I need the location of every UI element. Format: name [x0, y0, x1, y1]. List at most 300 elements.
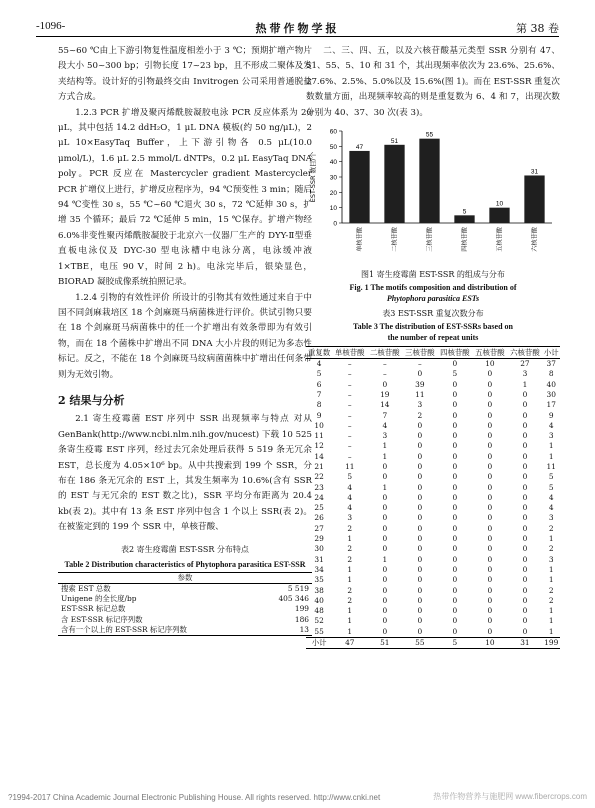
table3-cell: 0: [487, 564, 493, 574]
table3-cell: 1: [347, 616, 353, 626]
bar-1: [349, 151, 369, 223]
table3-cell: 0: [382, 513, 388, 523]
table3-cell: 2: [347, 595, 353, 605]
table3-row: [306, 411, 560, 421]
table3-cell: 0: [487, 410, 493, 420]
table3-cell: 0: [417, 554, 423, 564]
table3-row: [306, 544, 560, 554]
table3-cell: 1: [347, 564, 353, 574]
table3-cell: 0: [487, 554, 493, 564]
table3-cell: 0: [522, 400, 528, 410]
bar-3: [419, 139, 439, 223]
table3-cell: 31: [314, 554, 324, 564]
table3-cell: 0: [487, 595, 493, 605]
table3-row: [306, 616, 560, 626]
bar-4: [454, 215, 474, 223]
y-tick-label: 60: [329, 128, 337, 136]
table3-cell: 22: [314, 472, 324, 482]
table3-cell: 3: [548, 431, 554, 441]
table3-cell: 4: [382, 420, 388, 430]
table3-cell: 12: [314, 441, 324, 451]
table2-param: Unigene 的全长度/bp: [61, 594, 137, 604]
table3-row: [306, 627, 560, 638]
table3-cell: 8: [316, 400, 322, 410]
table3-cell: 0: [522, 575, 528, 585]
table3-cell: 0: [382, 472, 388, 482]
table3-cell: 1: [522, 379, 528, 389]
table3-cell: 0: [452, 482, 458, 492]
table3-cell: 0: [452, 564, 458, 574]
table3-cell: 0: [522, 441, 528, 451]
table3-cell: 5: [548, 472, 554, 482]
table3-cell: 0: [452, 534, 458, 544]
table3-cell: 0: [417, 564, 423, 574]
table2-param: 含有一个以上的 EST-SSR 标记序列数: [61, 625, 187, 635]
y-tick-label: 50: [329, 143, 337, 151]
table3-cell: 40: [546, 379, 556, 389]
table3-row: [306, 606, 560, 616]
table3-cell: 0: [382, 626, 388, 636]
table3-cell: 1: [548, 534, 554, 544]
table3-cell: 0: [417, 451, 423, 461]
table3-cell: 0: [452, 544, 458, 554]
table3-cell: 10: [485, 638, 495, 648]
table3-cell: 0: [452, 492, 458, 502]
table2-value: 5 519: [287, 583, 309, 593]
table3-cell: 0: [417, 534, 423, 544]
table3-cell: 3: [548, 554, 554, 564]
table3-row: [306, 441, 560, 451]
table3-cell: –: [347, 431, 352, 441]
x-tick-label: 二核苷酸: [391, 227, 399, 252]
table3-cell: 0: [487, 585, 493, 595]
table3-cell: 0: [452, 626, 458, 636]
table3-cell: 2: [548, 595, 554, 605]
table3-cell: 0: [452, 606, 458, 616]
figure1-caption-cn: 图1 寄生疫霉菌 EST-SSR 的组成与分布: [361, 270, 505, 280]
table3-cell: 27: [520, 359, 530, 369]
table3-cell: 0: [522, 410, 528, 420]
table3-cell: 0: [522, 534, 528, 544]
table3-cell: 0: [417, 503, 423, 513]
table3-cell: –: [347, 369, 352, 379]
table3-cell: 0: [487, 482, 493, 492]
table3-cell: 1: [382, 554, 388, 564]
table3-row: [306, 503, 560, 513]
table3-header-cell: 五核苷酸: [475, 348, 505, 358]
table3-cell: –: [347, 441, 352, 451]
table3-cell: 0: [452, 513, 458, 523]
watermark-text: 热带作物营养与施肥网 www.fibercrops.com: [433, 792, 587, 801]
table3-row: [306, 586, 560, 596]
table3-cell: 3: [548, 513, 554, 523]
table3-header-cell: 重复数: [308, 348, 331, 358]
table2-caption-cn: 表2 寄生疫霉菌 EST-SSR 分布特点: [121, 544, 249, 554]
y-axis-label: EST-SSR 数目/个: [309, 151, 317, 203]
bar-data-label: 10: [495, 200, 504, 208]
table3-cell: 31: [520, 638, 530, 648]
table3-cell: 1: [548, 564, 554, 574]
table3-cell: –: [347, 389, 352, 399]
table3-cell: 2: [347, 523, 353, 533]
table3-cell: 0: [452, 451, 458, 461]
table3-cell: 39: [415, 379, 425, 389]
table3-cell: 5: [347, 472, 353, 482]
paragraph-pcr: 1.2.3 PCR 扩增及聚丙烯酰胺凝胶电泳 PCR 反应体系为 20 μL，其中包括 14.2 ddH₂O，1 μL DNA 模板(约 50 ng/μL)，2 μL 10×EasyTaq Buffer，上下游引物各 0.5 μL(10.0 μmol/L)，1.6 μL 2.5 mmol/L dNTPs，0.2 μL EasyTaq DNA poly。PCR 反应在 Mastercycler gradient Mastercycler PCR 扩增仪上进行，扩增反应程序为，94 ℃预变性 3 min；随后 94 ℃变性 30 s，55 ℃~60 ℃退火 30 s，72 ℃延伸 30 s，扩增 35 个循环；最后 72 ℃延伸 5 min，15 ℃保存。扩增产物经 6.0%非变性聚丙烯酰胺凝胶于北京六一仪器厂生产的 DYY-Ⅱ型垂直板电泳仪及 DYC-30 型电泳槽中电泳分离，电泳缓冲液 1×TBE，电压 90 V，时间 2 h)。电泳完毕后，银染显色，BIORAD 凝胶成像系统拍照记录。: [58, 107, 312, 288]
table3-cell: 35: [314, 575, 324, 585]
table3-cell: –: [347, 451, 352, 461]
table3-cell: 0: [452, 523, 458, 533]
table2-value: 199: [294, 604, 309, 614]
table3-cell: –: [347, 400, 352, 410]
table3-cell: 1: [548, 606, 554, 616]
table3-cell: 38: [314, 585, 324, 595]
table3-cell: 25: [314, 503, 324, 513]
table3-cell: 0: [522, 564, 528, 574]
table3-cell: 5: [316, 369, 322, 379]
table3-cell: 0: [452, 359, 458, 369]
table2-row: [58, 625, 312, 636]
table3-row: [306, 638, 560, 649]
table3-cell: 34: [314, 564, 324, 574]
table3-cell: 0: [417, 606, 423, 616]
table3-cell: 51: [380, 638, 390, 648]
table3-cell: –: [347, 420, 352, 430]
figure1-caption-en-1: Fig. 1 The motifs composition and distribution of: [349, 283, 517, 293]
table3-cell: –: [347, 359, 352, 369]
table2-value: 13: [299, 625, 309, 635]
table3-cell: 5: [452, 369, 458, 379]
table3-cell: 0: [522, 451, 528, 461]
table3-cell: 26: [314, 513, 324, 523]
table3-cell: 0: [452, 595, 458, 605]
table3-cell: 0: [417, 626, 423, 636]
table3-cell: 0: [417, 492, 423, 502]
table3-cell: 0: [417, 441, 423, 451]
table2-value: 186: [294, 614, 309, 624]
table3-cell: 1: [548, 451, 554, 461]
table2-row: [58, 583, 312, 594]
table3-cell: 0: [522, 431, 528, 441]
table3-cell: –: [347, 379, 352, 389]
table3-cell: 14: [380, 400, 390, 410]
paragraph-ssr-frequency: 2.1 寄生疫霉菌 EST 序列中 SSR 出现频率与特点 对从 GenBank(http://www.ncbi.nlm.nih.gov/nucest) 下载 10 525 条寄生疫霉 EST 序列，经过去冗余处理后获得 5 519 条无冗余 EST，总长度为 4.05×10⁶ bp。从中共搜索到 199 个 SSR，分布在 186 条无冗余的 EST 上，其发生频率为 10.6%(含有 SSR 的 EST 与无冗余的 EST 数之比)，SSR 平均分布距离为 20.4 kb(表 2)。其中有 13 条 EST 序列中包含 1 个以上 SSR(表 2)。在被鉴定到的 199 个 SSR 中，单核苷酸、: [58, 414, 312, 533]
table3-cell: 2: [548, 585, 554, 595]
table3-cell: 2: [417, 410, 423, 420]
table3-cell: 4: [548, 503, 554, 513]
table3-cell: 0: [417, 544, 423, 554]
table3-cell: 0: [487, 379, 493, 389]
table3-cell: 2: [548, 544, 554, 554]
table3-cell: 0: [487, 616, 493, 626]
table3-cell: 0: [522, 606, 528, 616]
table2-header: 参数: [177, 572, 193, 582]
table3-cell: 0: [382, 523, 388, 533]
table3-cell: 1: [548, 441, 554, 451]
paragraph-primer-validity: 1.2.4 引物的有效性评价 所设计的引物其有效性通过来自于中国不同剑麻栽培区 18 个剑麻斑马病菌株进行评价。供试引物只要在 18 个剑麻斑马病菌株中的任一个扩增出有效条带即为有效引物，而在 18 个菌株中扩增出不同 DNA 大小片段的则记为多态性标记。反之，不能在 18 个剑麻斑马纹病菌菌株中扩增出任何条带则为无效引物。: [58, 292, 312, 380]
table2-row: [58, 615, 312, 625]
y-tick-label: 40: [329, 159, 337, 167]
table3-cell: 9: [548, 410, 554, 420]
table3-cell: 0: [452, 410, 458, 420]
table3-cell: 19: [380, 389, 390, 399]
table3-cell: 0: [487, 420, 493, 430]
table3-cell: 0: [417, 462, 423, 471]
table3-header-cell: 小计: [543, 348, 559, 358]
table3-cell: 4: [548, 420, 554, 430]
table3-cell: 0: [522, 523, 528, 533]
table3-row: [306, 421, 560, 431]
table3-caption-en-1: Table 3 The distribution of EST-SSRs based on: [353, 322, 513, 332]
table3-cell: 1: [548, 575, 554, 585]
table2-row: [58, 594, 312, 604]
table3-cell: 0: [522, 462, 528, 471]
paragraph-motif-types: 二、三、四、五，以及六核苷酸基元类型 SSR 分别有 47、51、55、5、10 和 31 个，其出现频率依次为 23.6%、25.6%、27.6%、2.5%、5.0%以及 15.6%(图 1)。而在 EST-SSR 重复次数数量方面，出现频率较高的则是重复数为 6、4 和 7，出现次数分别为 40、37、30 次(表 3)。: [306, 46, 560, 118]
table3-cell: 0: [522, 472, 528, 482]
table3-cell: 1: [347, 606, 353, 616]
table3-cell: 0: [417, 595, 423, 605]
table3: [306, 346, 560, 649]
table3-cell: 0: [417, 575, 423, 585]
table3-cell: 3: [347, 513, 353, 523]
table3-cell: 1: [382, 451, 388, 461]
table3-cell: 0: [382, 379, 388, 389]
table3-cell: 30: [546, 389, 556, 399]
x-tick-label: 六核苷酸: [531, 227, 539, 252]
table3-cell: 30: [314, 544, 324, 554]
table3-row: [306, 493, 560, 503]
table3-cell: 2: [347, 544, 353, 554]
table3-cell: 4: [347, 492, 353, 502]
table3-row: [306, 390, 560, 400]
table3-row: [306, 400, 560, 410]
figure1-caption-en-2: Phytophora parasitica ESTs: [386, 294, 480, 304]
table3-cell: 0: [487, 513, 493, 523]
table3-cell: 11: [415, 389, 425, 399]
table3-cell: 1: [382, 441, 388, 451]
table3-cell: 0: [452, 616, 458, 626]
table3-cell: 24: [314, 492, 324, 502]
table3-cell: 0: [487, 492, 493, 502]
table3-cell: 0: [487, 544, 493, 554]
table3-header-cell: 三核苷酸: [405, 348, 435, 358]
table3-cell: 0: [417, 513, 423, 523]
table3-cell: 小计: [311, 638, 327, 648]
table3-row: [306, 452, 560, 462]
table3-cell: 0: [417, 369, 423, 379]
table3-cell: –: [347, 410, 352, 420]
table3-cell: 55: [314, 626, 324, 636]
table3-cell: 0: [522, 420, 528, 430]
table3-cell: 1: [347, 626, 353, 636]
bar-data-label: 5: [462, 208, 467, 216]
table3-cell: 2: [548, 523, 554, 533]
table3-cell: 0: [452, 379, 458, 389]
table3-cell: 0: [487, 431, 493, 441]
table3-row: [306, 380, 560, 390]
table3-cell: 0: [382, 606, 388, 616]
table3-cell: 0: [522, 492, 528, 502]
table3-cell: 5: [452, 638, 458, 648]
table3-cell: 0: [382, 534, 388, 544]
right-column: [306, 44, 560, 649]
table3-cell: 0: [522, 585, 528, 595]
table3-cell: 0: [382, 616, 388, 626]
table3-cell: 0: [382, 492, 388, 502]
table3-cell: 48: [314, 606, 324, 616]
table3-cell: 52: [314, 616, 324, 626]
table3-caption-en-2: the number of repeat units: [387, 333, 479, 343]
table3-row: [306, 431, 560, 441]
table3-cell: 0: [452, 575, 458, 585]
table3-cell: 0: [487, 389, 493, 399]
table3-cell: 37: [546, 359, 556, 369]
volume-label: 第 38 卷: [516, 22, 559, 35]
y-tick-label: 10: [329, 205, 337, 213]
table3-cell: 0: [417, 523, 423, 533]
table3-cell: 0: [522, 389, 528, 399]
table3-cell: 3: [417, 400, 423, 410]
table3-cell: 10: [314, 420, 324, 430]
copyright-notice: ?1994-2017 China Academic Journal Electronic Publishing House. All rights reserved. http://www.cnki.net: [8, 793, 381, 802]
bar-data-label: 31: [530, 168, 539, 176]
table3-cell: 0: [417, 585, 423, 595]
figure1-svg: [306, 123, 560, 265]
x-tick-label: 三核苷酸: [426, 227, 434, 252]
table3-cell: 0: [382, 462, 388, 471]
y-tick-label: 0: [333, 220, 337, 228]
table3-cell: 0: [452, 554, 458, 564]
table3-cell: 1: [347, 575, 353, 585]
table3-cell: 0: [487, 534, 493, 544]
table3-cell: 0: [522, 513, 528, 523]
table3-cell: 2: [347, 585, 353, 595]
table3-cell: 8: [548, 369, 554, 379]
table3-cell: 0: [522, 544, 528, 554]
table3-cell: 0: [522, 482, 528, 492]
table3-cell: 0: [382, 564, 388, 574]
table3-cell: 21: [314, 462, 324, 471]
table3-cell: 0: [417, 420, 423, 430]
table3-cell: 0: [487, 626, 493, 636]
table3-cell: 1: [347, 534, 353, 544]
table3-cell: 47: [345, 638, 355, 648]
table3-cell: 7: [382, 410, 388, 420]
table3-cell: 0: [487, 523, 493, 533]
table2-value: 405 346: [278, 594, 309, 604]
table3-cell: 0: [417, 472, 423, 482]
table3-cell: 0: [417, 616, 423, 626]
left-column: [58, 44, 312, 636]
table3-cell: 0: [487, 575, 493, 585]
page-number: -1096-: [36, 20, 66, 32]
table3-cell: 11: [345, 462, 355, 471]
running-header: [36, 20, 559, 37]
table3-header-cell: 二核苷酸: [370, 348, 400, 358]
table3-cell: 0: [452, 389, 458, 399]
table3-cell: 0: [522, 554, 528, 564]
table2: [58, 572, 312, 637]
table3-row: [306, 596, 560, 606]
paragraph-primer-design: 55~60 ℃由上下游引物复性温度相差小于 3 ℃；预期扩增产物片段大小 50~300 bp；引物长度 17~23 bp，且不形成二聚体及发夹结构等。设计好的引物最终交由 Invitrogen 公司采用普通脱盐方式合成。: [58, 46, 312, 103]
table2-param: 搜索 EST 总数: [61, 583, 111, 593]
table3-cell: 4: [316, 359, 322, 369]
journal-title: 热带作物学报: [255, 22, 340, 35]
bar-data-label: 47: [355, 143, 364, 151]
table3-row: [306, 472, 560, 482]
table3-cell: 0: [452, 472, 458, 482]
table3-header-cell: 四核苷酸: [440, 348, 470, 358]
table3-cell: 0: [452, 420, 458, 430]
figure1-bar-chart: [306, 123, 560, 265]
table3-cell: 0: [382, 575, 388, 585]
table3-cell: 0: [487, 369, 493, 379]
y-tick-label: 30: [329, 174, 337, 182]
table3-row: [306, 359, 560, 370]
table3-cell: 0: [487, 462, 493, 471]
table3-cell: 0: [487, 503, 493, 513]
table3-cell: 29: [314, 534, 324, 544]
table3-cell: 0: [487, 451, 493, 461]
table3-cell: –: [382, 359, 387, 369]
table3-cell: 0: [487, 441, 493, 451]
table3-row: [306, 369, 560, 379]
table3-cell: 1: [382, 482, 388, 492]
table3-header-cell: 六核苷酸: [510, 348, 540, 358]
table3-cell: 5: [548, 482, 554, 492]
table3-cell: 40: [314, 595, 324, 605]
table3-cell: 23: [314, 482, 324, 492]
table3-row: [306, 565, 560, 575]
table3-cell: 0: [382, 585, 388, 595]
table3-cell: 0: [487, 400, 493, 410]
table3-cell: –: [417, 359, 422, 369]
table3-cell: 0: [522, 616, 528, 626]
table3-cell: 10: [485, 359, 495, 369]
table3-cell: 1: [548, 616, 554, 626]
table3-row: [306, 513, 560, 523]
table2-param: 含 EST-SSR 标记序列数: [61, 614, 143, 624]
table3-cell: 11: [546, 462, 556, 471]
table3-cell: 0: [382, 503, 388, 513]
table2-caption-en: Table 2 Distribution characteristics of Phytophora parasitica EST-SSR: [64, 559, 306, 569]
table3-cell: 0: [522, 626, 528, 636]
table3-row: [306, 462, 560, 472]
table3-cell: 0: [522, 503, 528, 513]
table3-cell: 0: [452, 400, 458, 410]
table3-cell: 0: [487, 472, 493, 482]
table3-cell: 3: [382, 431, 388, 441]
table3-cell: 0: [522, 595, 528, 605]
table3-cell: 7: [316, 389, 322, 399]
table3-cell: 0: [382, 595, 388, 605]
bar-2: [384, 145, 404, 223]
table2-param: EST-SSR 标记总数: [61, 604, 126, 614]
table3-cell: 0: [487, 606, 493, 616]
table3-cell: 9: [316, 410, 322, 420]
table3-cell: 2: [347, 554, 353, 564]
table3-cell: 199: [544, 638, 559, 648]
table3-cell: 17: [546, 400, 556, 410]
table3-cell: 0: [382, 544, 388, 554]
table3-cell: 0: [417, 431, 423, 441]
table3-row: [306, 575, 560, 585]
table3-caption-cn: 表3 EST-SSR 重复次数分布: [382, 309, 484, 319]
bar-data-label: 55: [425, 131, 434, 139]
x-tick-label: 五核苷酸: [496, 227, 504, 252]
table3-cell: 0: [452, 462, 458, 471]
table3-row: [306, 555, 560, 565]
